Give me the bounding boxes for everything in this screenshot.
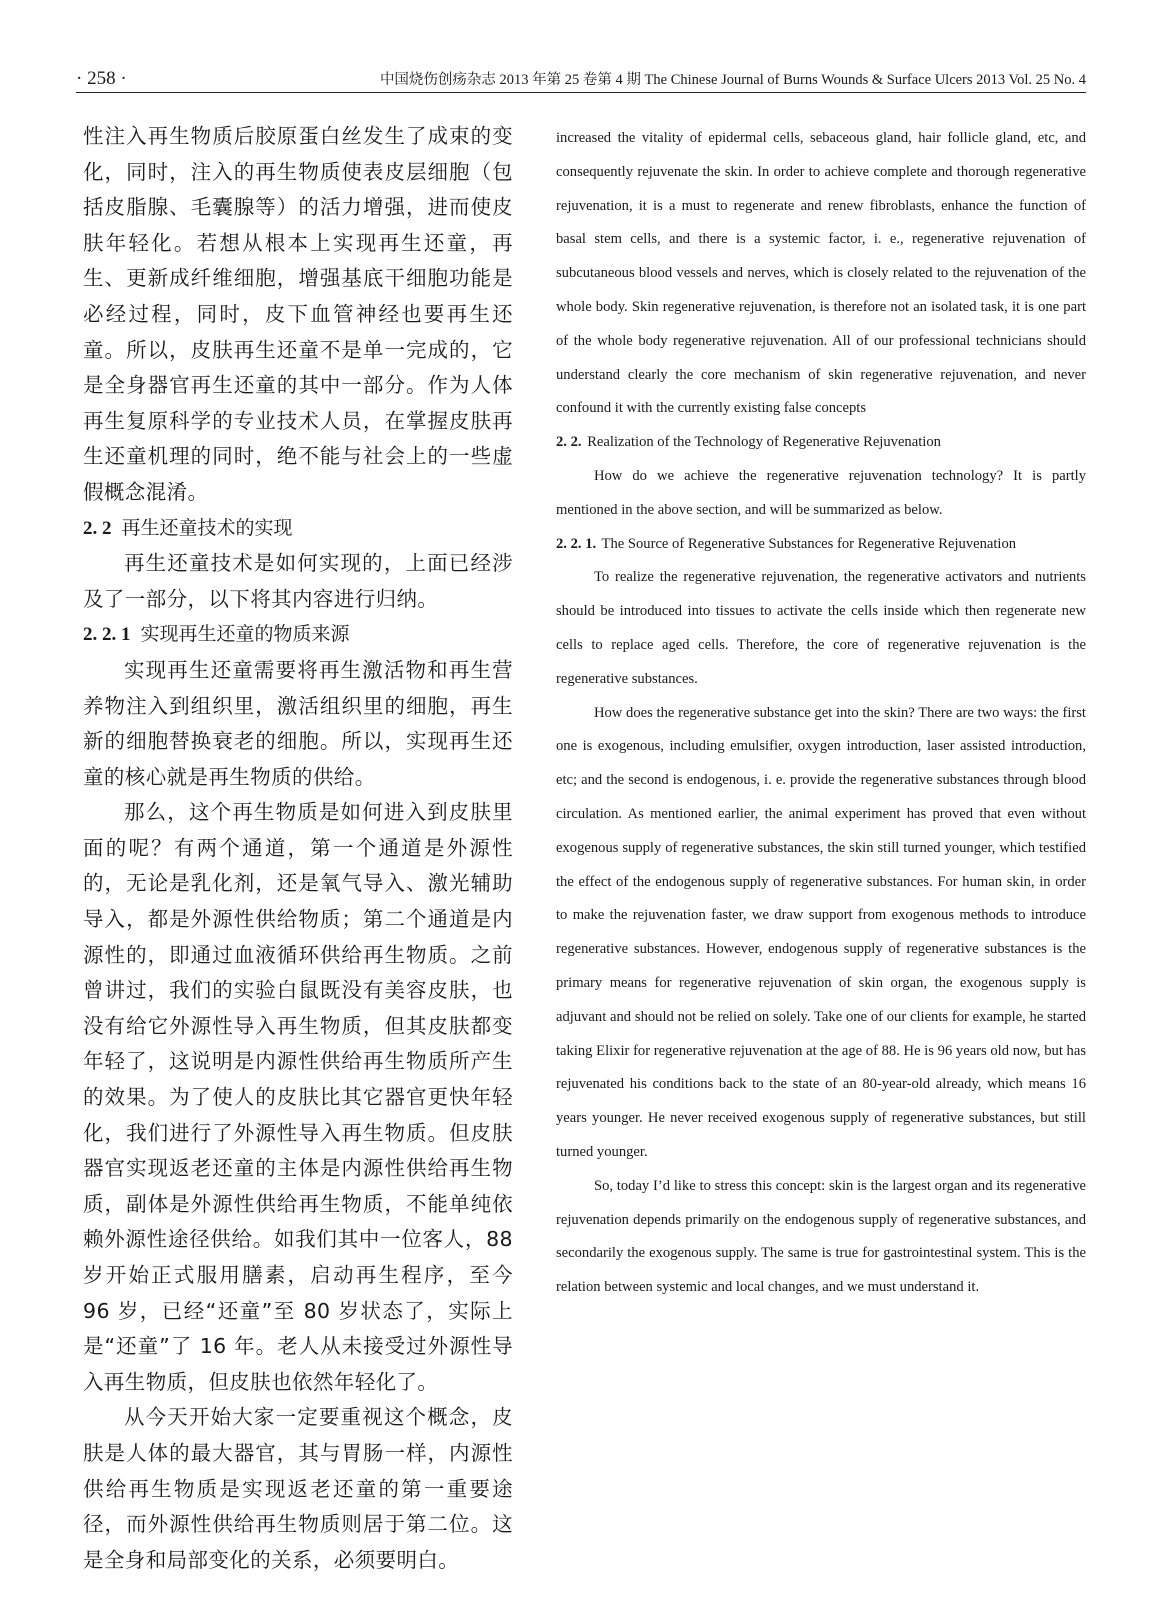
en-paragraph-5: So, today I’d like to stress this concept: skin is the largest organ and its regenerative rejuvenation depends primarily on the endogenous supply of regenerative substances, and secondarily the exogenous supply. The same is true for gastrointestinal system. This is the relation between systemic and local changes, and we must understand it.: [556, 1177, 1086, 1296]
en-heading-2-2-1: [556, 528, 1086, 562]
en-heading-number: 2. 2.: [556, 434, 582, 451]
chinese-column: [83, 119, 513, 1578]
page-number: · 258 ·: [76, 68, 127, 89]
en-paragraph-3: To realize the regenerative rejuvenation, the regenerative activators and nutrients should be introduced into tissues to activate the cells inside which then regenerate new cells to replace aged cells. Therefore, the core of regenerative rejuvenation is the regenerative substances.: [556, 569, 1086, 687]
cn-heading-number: 2. 2. 1: [83, 624, 131, 646]
en-heading-text: Realization of the Technology of Regenerative Rejuvenation: [587, 434, 941, 451]
cn-paragraph-3: 实现再生还童需要将再生激活物和再生营养物注入到组织里，激活组织里的细胞，再生新的细胞替换衰老的细胞。所以，实现再生还童的核心就是再生物质的供给。: [83, 657, 513, 789]
page-header: [76, 66, 1086, 93]
cn-heading-2-2-1: [83, 617, 513, 653]
english-column: [556, 122, 1086, 1305]
en-heading-text: The Source of Regenerative Substances for Regenerative Rejuvenation: [601, 535, 1017, 552]
running-head: 中国烧伤创疡杂志 2013 年第 25 卷第 4 期 The Chinese Journal of Burns Wounds & Surface Ulcers 2013 Vol. 25 No. 4: [379, 72, 1086, 88]
cn-paragraph-4: 那么，这个再生物质是如何进入到皮肤里面的呢？有两个通道，第一个通道是外源性的，无论是乳化剂，还是氧气导入、激光辅助导入，都是外源性供给物质；第二个通道是内源性的，即通过血液循环供给再生物质。之前曾讲过，我们的实验白鼠既没有美容皮肤，也没有给它外源性导入再生物质，但其皮肤都变年轻了，这说明是内源性供给再生物质所产生的效果。为了使人的皮肤比其它器官更快年轻化，我们进行了外源性导入再生物质。但皮肤器官实现返老还童的主体是内源性供给再生物质，副体是外源性供给再生物质，不能单纯依赖外源性途径供给。如我们其中一位客人，88 岁开始正式服用膳素，启动再生程序，至今 96 岁，已经“还童”至 80 岁状态了，实际上是“还童”了 16 年。老人从未接受过外源性导入再生物质，但皮肤也依然年轻化了。: [83, 800, 513, 1394]
cn-paragraph-1: 性注入再生物质后胶原蛋白丝发生了成束的变化，同时，注入的再生物质使表皮层细胞（包括皮脂腺、毛囊腺等）的活力增强，进而使皮肤年轻化。若想从根本上实现再生还童，再生、更新成纤维细胞，增强基底干细胞功能是必经过程，同时，皮下血管神经也要再生还童。所以，皮肤再生还童不是单一完成的，它是全身器官再生还童的其中一部分。作为人体再生复原科学的专业技术人员，在掌握皮肤再生还童机理的同时，绝不能与社会上的一些虚假概念混淆。: [83, 124, 513, 504]
cn-heading-text: 实现再生还童的物质来源: [140, 623, 350, 646]
cn-paragraph-2: 再生还童技术是如何实现的，上面已经涉及了一部分，以下将其内容进行归纳。: [83, 551, 513, 611]
cn-heading-number: 2. 2: [83, 517, 112, 539]
cn-heading-text: 再生还童技术的实现: [121, 516, 293, 539]
en-paragraph-4: How does the regenerative substance get into the skin? There are two ways: the first one is exogenous, including emulsifier, oxygen introduction, laser assisted introduction, etc; and the second is endogenous, i. e. provide the regenerative substances through blood circulation. As mentioned earlier, the animal experiment has proved that even without exogenous supply of regenerative substances, the skin still turned younger, which testified the effect of the endogenous supply of regenerative substances. For human skin, in order to make the rejuvenation faster, we draw support from exogenous methods to introduce regenerative substances. However, endogenous supply of regenerative substances is the primary means for regenerative rejuvenation of skin organ, the exogenous supply is adjuvant and should not be relied on solely. Take one of our clients for example, he started taking Elixir for regenerative rejuvenation at the age of 88. He is 96 years old now, but has rejuvenated his conditions back to the state of an 80-year-old already, which means 16 years younger. He never received exogenous supply of regenerative substances, but still turned younger.: [556, 704, 1086, 1160]
en-paragraph-1: increased the vitality of epidermal cells, sebaceous gland, hair follicle gland, etc, and consequently rejuvenate the skin. In order to achieve complete and thorough regenerative rejuvenation, it is a must to regenerate and renew fibroblasts, enhance the function of basal stem cells, and there is a systemic factor, i. e., regenerative rejuvenation of subcutaneous blood vessels and nerves, which is closely related to the rejuvenation of the whole body. Skin regenerative rejuvenation, is therefore not an isolated task, it is one part of the whole body regenerative rejuvenation. All of our professional technicians should understand clearly the core mechanism of skin regenerative rejuvenation, and never confound it with the currently existing false concepts: [556, 130, 1086, 417]
cn-paragraph-5: 从今天开始大家一定要重视这个概念，皮肤是人体的最大器官，其与胃肠一样，内源性供给再生物质是实现返老还童的第一重要途径，而外源性供给再生物质则居于第二位。这是全身和局部变化的关系，必须要明白。: [83, 1405, 513, 1572]
en-heading-number: 2. 2. 1.: [556, 535, 597, 552]
cn-heading-2-2: [83, 511, 513, 547]
en-heading-2-2: [556, 426, 1086, 460]
en-paragraph-2: How do we achieve the regenerative rejuvenation technology? It is partly mentioned in the above section, and will be summarized as below.: [556, 467, 1086, 518]
